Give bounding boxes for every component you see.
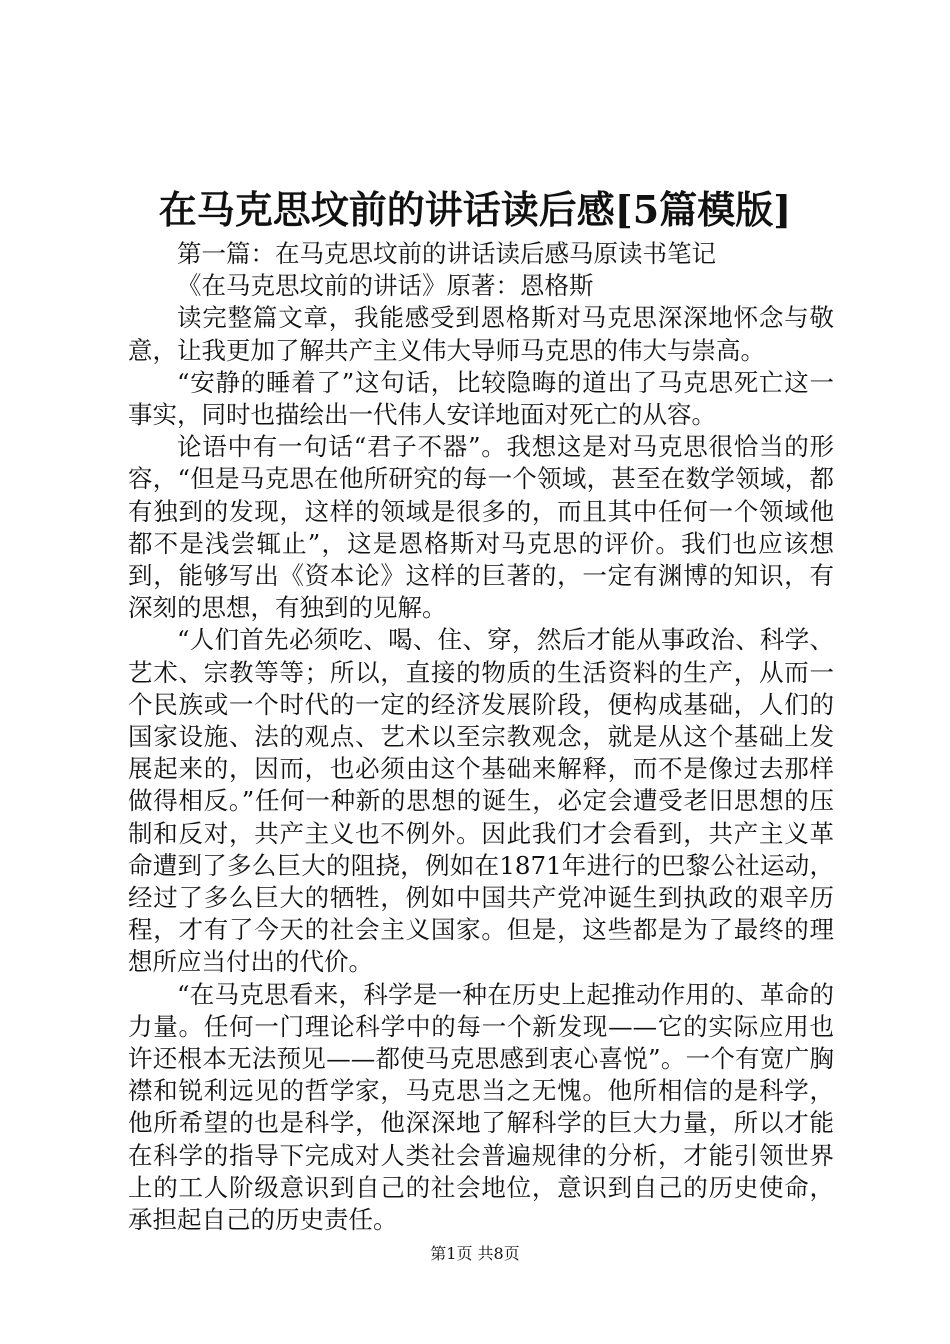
body-paragraph: “人们首先必须吃、喝、住、穿，然后才能从事政治、科学、艺术、宗教等等；所以，直接的物质的生活资料的生产，从而一个民族或一个时代的一定的经济发展阶段，便构成基础，人们的国家设施、法的观点、艺术以至宗教观念，就是从这个基础上发展起来的，因而，也必须由这个基础来解释，而不是像过去那样做得相反。”任何一种新的思想的诞生，必定会遭受老旧思想的压制和反对，共产主义也不例外。因此我们才会看到，共产主义革命遭到了多么巨大的阻挠，例如在1871年进行的巴黎公社运动，经过了多么巨大的牺牲，例如中国共产党冲诞生到执政的艰辛历程，才有了今天的社会主义国家。但是，这些都是为了最终的理想所应当付出的代价。 <box>128 625 834 977</box>
body-paragraph: “安静的睡着了”这句话，比较隐晦的道出了马克思死亡这一事实，同时也描绘出一代伟人安详地面对死亡的从容。 <box>128 367 834 430</box>
document-title: 在马克思坟前的讲话读后感[5篇模版] <box>158 187 792 232</box>
document-body <box>128 238 834 1236</box>
section-heading: 第一篇：在马克思坟前的讲话读后感马原读书笔记 <box>177 239 716 268</box>
body-paragraph: 论语中有一句话“君子不器”。我想这是对马克思很恰当的形容，“但是马克思在他所研究的每一个领域，甚至在数学领域，都有独到的发现，这样的领域是很多的，而且其中任何一个领域他都不是浅尝辄止”，这是恩格斯对马克思的评价。我们也应该想到，能够写出《资本论》这样的巨著的，一定有渊博的知识，有深刻的思想，有独到的见解。 <box>128 432 834 623</box>
source-line: 《在马克思坟前的讲话》原著：恩格斯 <box>177 271 594 301</box>
page-number-footer: 第1页 共8页 <box>430 1244 520 1263</box>
body-paragraph: 读完整篇文章，我能感受到恩格斯对马克思深深地怀念与敬意，让我更加了解共产主义伟大导师马克思的伟大与崇高。 <box>128 303 834 365</box>
body-paragraph: “在马克思看来，科学是一种在历史上起推动作用的、革命的力量。任何一门理论科学中的每一个新发现——它的实际应用也许还根本无法预见——都使马克思感到衷心喜悦”。一个有宽广胸襟和锐利远见的哲学家，马克思当之无愧。他所相信的是科学，他所希望的也是科学，他深深地了解科学的巨大力量，所以才能在科学的指导下完成对人类社会普遍规律的分析，才能引领世界上的工人阶级意识到自己的社会地位，意识到自己的历史使命，承担起自己的历史责任。 <box>128 979 834 1235</box>
